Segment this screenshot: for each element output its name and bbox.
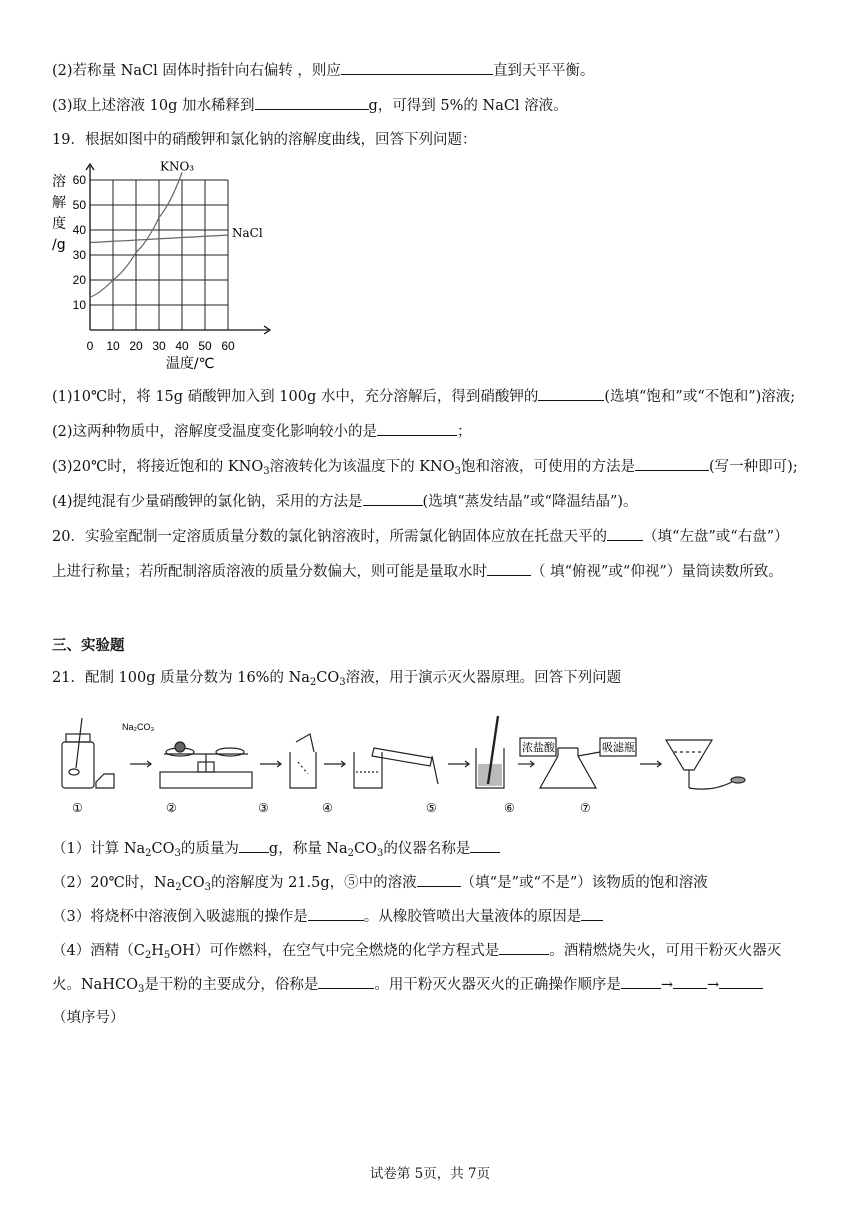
- q21-text: CO: [316, 670, 340, 686]
- q21-text: （4）酒精（C: [52, 943, 145, 959]
- x-tick-label: 40: [175, 339, 189, 353]
- x-tick-label: 50: [198, 339, 212, 353]
- subscript: 2: [175, 882, 182, 893]
- q21-part-4-note: （填序号）: [52, 1010, 125, 1026]
- q21-text: 。酒精燃烧失火，可用干粉灭火器灭: [549, 943, 782, 959]
- q21-part-1: [52, 838, 500, 864]
- subscript: 2: [145, 848, 152, 859]
- q19-part-3: [52, 456, 798, 482]
- figure-label-flask: 吸滤瓶: [602, 741, 635, 754]
- answer-blank[interactable]: [635, 456, 709, 471]
- arrow-symbol: →: [660, 977, 673, 993]
- series-label: NaCl: [232, 226, 263, 240]
- q20-text: （填“左盘”或“右盘”）: [642, 529, 789, 545]
- arrow-symbol: →: [707, 977, 720, 993]
- subscript: 3: [377, 848, 384, 859]
- subscript: 5: [163, 950, 171, 961]
- subscript: 3: [454, 466, 462, 477]
- answer-blank[interactable]: [581, 906, 603, 921]
- y-tick-label: 50: [72, 198, 86, 212]
- chart-axes: [86, 164, 270, 334]
- q19-part-2: [52, 421, 472, 442]
- answer-blank[interactable]: [673, 974, 707, 989]
- figure-label-acid: 浓盐酸: [522, 741, 555, 754]
- q20-text: （ 填“俯视”或“仰视”）量筒读数所致。: [531, 564, 783, 580]
- q21-text: （2）20℃时，Na: [52, 875, 176, 891]
- answer-blank[interactable]: [499, 940, 549, 955]
- answer-blank[interactable]: [318, 974, 374, 989]
- q19-text: (选填“饱和”或“不饱和”)溶液;: [604, 389, 796, 405]
- y-tick-label: 40: [72, 223, 86, 237]
- q21-part-4-cont: [52, 974, 763, 1000]
- step-number: ⑥: [504, 801, 515, 815]
- q21-text: 。从橡胶管喷出大量液体的原因是: [363, 909, 582, 925]
- series-label: KNO₃: [160, 160, 195, 174]
- step-number: ⑦: [580, 801, 591, 815]
- y-tick-label: 30: [72, 248, 86, 262]
- q19-text: 溶液转化为该温度下的 KNO: [269, 459, 455, 475]
- q19-text: (1)10℃时，将 15g 硝酸钾加入到 100g 水中，充分溶解后，得到硝酸钾的: [52, 389, 539, 405]
- section-heading: 三、实验题: [52, 638, 125, 654]
- answer-blank[interactable]: [621, 974, 661, 989]
- y-axis-label: 解: [52, 195, 66, 211]
- q19-stem: 19．根据如图中的硝酸钾和氯化钠的溶解度曲线，回答下列问题：: [52, 132, 477, 148]
- y-axis-label: 溶: [52, 174, 66, 190]
- y-tick-label: 10: [72, 298, 86, 312]
- answer-blank[interactable]: [487, 561, 531, 576]
- x-tick-label: 30: [152, 339, 166, 353]
- q21-text: （1）计算 Na: [52, 841, 146, 857]
- q19-part-1: [52, 386, 795, 407]
- answer-blank[interactable]: [470, 838, 500, 853]
- subscript: 2: [347, 848, 355, 859]
- subscript: 3: [174, 848, 181, 859]
- subscript: 2: [309, 677, 317, 688]
- q19-text: (2)这两种物质中，溶解度受温度变化影响较小的是: [52, 424, 378, 440]
- q21-text: 火。NaHCO: [52, 977, 138, 993]
- q18-text: g，可得到 5%的 NaCl 溶液。: [368, 98, 568, 114]
- spraying-flask-icon: [666, 740, 745, 789]
- q19-text: ；: [457, 424, 472, 440]
- q18-text: (3)取上述溶液 10g 加水稀释到: [52, 98, 255, 114]
- y-tick-label: 60: [72, 173, 86, 187]
- step-number: ④: [322, 801, 333, 815]
- subscript: 3: [204, 882, 211, 893]
- subscript: 2: [144, 950, 152, 961]
- page-footer: 试卷第 5页，共 7页: [369, 1166, 491, 1182]
- q21-text: 的溶解度为 21.5g，⑤中的溶液: [210, 875, 417, 891]
- answer-blank[interactable]: [363, 491, 423, 506]
- q18-line-2: [52, 60, 594, 81]
- q20-line-2: [52, 561, 783, 582]
- q21-text: CO: [181, 875, 205, 891]
- chart-labels: [52, 160, 263, 370]
- answer-blank[interactable]: [255, 95, 369, 110]
- q21-text: CO: [354, 841, 377, 857]
- y-tick-label: 20: [72, 273, 86, 287]
- chart-grid: [90, 180, 228, 330]
- answer-blank[interactable]: [239, 838, 269, 853]
- x-tick-label: 60: [221, 339, 235, 353]
- y-axis-label: 度: [52, 216, 66, 232]
- q19-text: (写一种即可);: [709, 459, 798, 475]
- figure-label-reagent: Na₂CO₃: [122, 722, 155, 732]
- q20-line-1: [52, 526, 789, 547]
- answer-blank[interactable]: [538, 386, 604, 401]
- q18-line-3: [52, 95, 568, 116]
- step-number: ③: [258, 801, 269, 815]
- q21-text: 21．配制 100g 质量分数为 16%的 Na: [52, 670, 310, 686]
- reagent-bottle-icon: [62, 718, 114, 788]
- x-tick-label: 20: [129, 339, 143, 353]
- q21-text: 的质量为: [180, 841, 239, 857]
- step-number: ⑤: [426, 801, 437, 815]
- solubility-chart: [48, 160, 278, 370]
- stirring-beaker-icon: [476, 716, 504, 788]
- subscript: 3: [339, 677, 346, 688]
- answer-blank[interactable]: [341, 60, 493, 75]
- answer-blank[interactable]: [308, 906, 364, 921]
- q21-text: （3）将烧杯中溶液倒入吸滤瓶的操作是: [52, 909, 308, 925]
- q20-text: 20．实验室配制一定溶质质量分数的氯化钠溶液时，所需氯化钠固体应放在托盘天平的: [52, 529, 607, 545]
- q19-text: (选填“蒸发结晶”或“降温结晶”)。: [422, 494, 638, 510]
- q21-text: （填“是”或“不是”）该物质的饱和溶液: [460, 875, 708, 891]
- answer-blank[interactable]: [417, 872, 461, 887]
- step-number: ②: [166, 801, 177, 815]
- q19-text: 饱和溶液，可使用的方法是: [461, 459, 636, 475]
- x-axis-label: 温度/℃: [165, 356, 215, 370]
- balance-icon: [160, 742, 252, 788]
- q21-part-4: [52, 940, 781, 966]
- q21-stem: [52, 668, 621, 693]
- q21-text: g，称量 Na: [268, 841, 348, 857]
- q21-part-3: [52, 906, 603, 927]
- experiment-apparatus-figure: [52, 712, 792, 822]
- q21-text: 溶液，用于演示灭火器原理。回答下列问题: [345, 670, 622, 686]
- q21-text: 的仪器名称是: [383, 841, 471, 857]
- subscript: 3: [137, 984, 145, 995]
- y-axis-label: /g: [52, 237, 66, 253]
- answer-blank[interactable]: [607, 526, 643, 541]
- q18-text: (2)若称量 NaCl 固体时指针向右偏转 ，则应: [52, 63, 341, 79]
- q18-text: 直到天平平衡。: [492, 63, 595, 79]
- q19-text: (3)20℃时，将接近饱和的 KNO: [52, 459, 264, 475]
- q21-text: H: [151, 943, 164, 959]
- subscript: 3: [263, 466, 270, 477]
- x-tick-label: 10: [106, 339, 120, 353]
- answer-blank[interactable]: [377, 421, 457, 436]
- q19-text: (4)提纯混有少量硝酸钾的氯化钠，采用的方法是: [52, 494, 363, 510]
- cylinder-pouring-icon: [354, 748, 438, 788]
- beaker-icon: [290, 734, 316, 788]
- q21-text: 是干粉的主要成分，俗称是: [144, 977, 319, 993]
- step-number: ①: [72, 801, 83, 815]
- q21-text: 。用干粉灭火器灭火的正确操作顺序是: [374, 977, 621, 993]
- q21-part-2: [52, 872, 708, 898]
- q21-text: CO: [151, 841, 175, 857]
- answer-blank[interactable]: [719, 974, 763, 989]
- q21-text: OH）可作燃料，在空气中完全燃烧的化学方程式是: [170, 943, 500, 959]
- x-tick-label: 0: [86, 339, 94, 353]
- q20-text: 上进行称量；若所配制溶质溶液的质量分数偏大，则可能是量取水时: [52, 564, 487, 580]
- q19-part-4: [52, 491, 638, 512]
